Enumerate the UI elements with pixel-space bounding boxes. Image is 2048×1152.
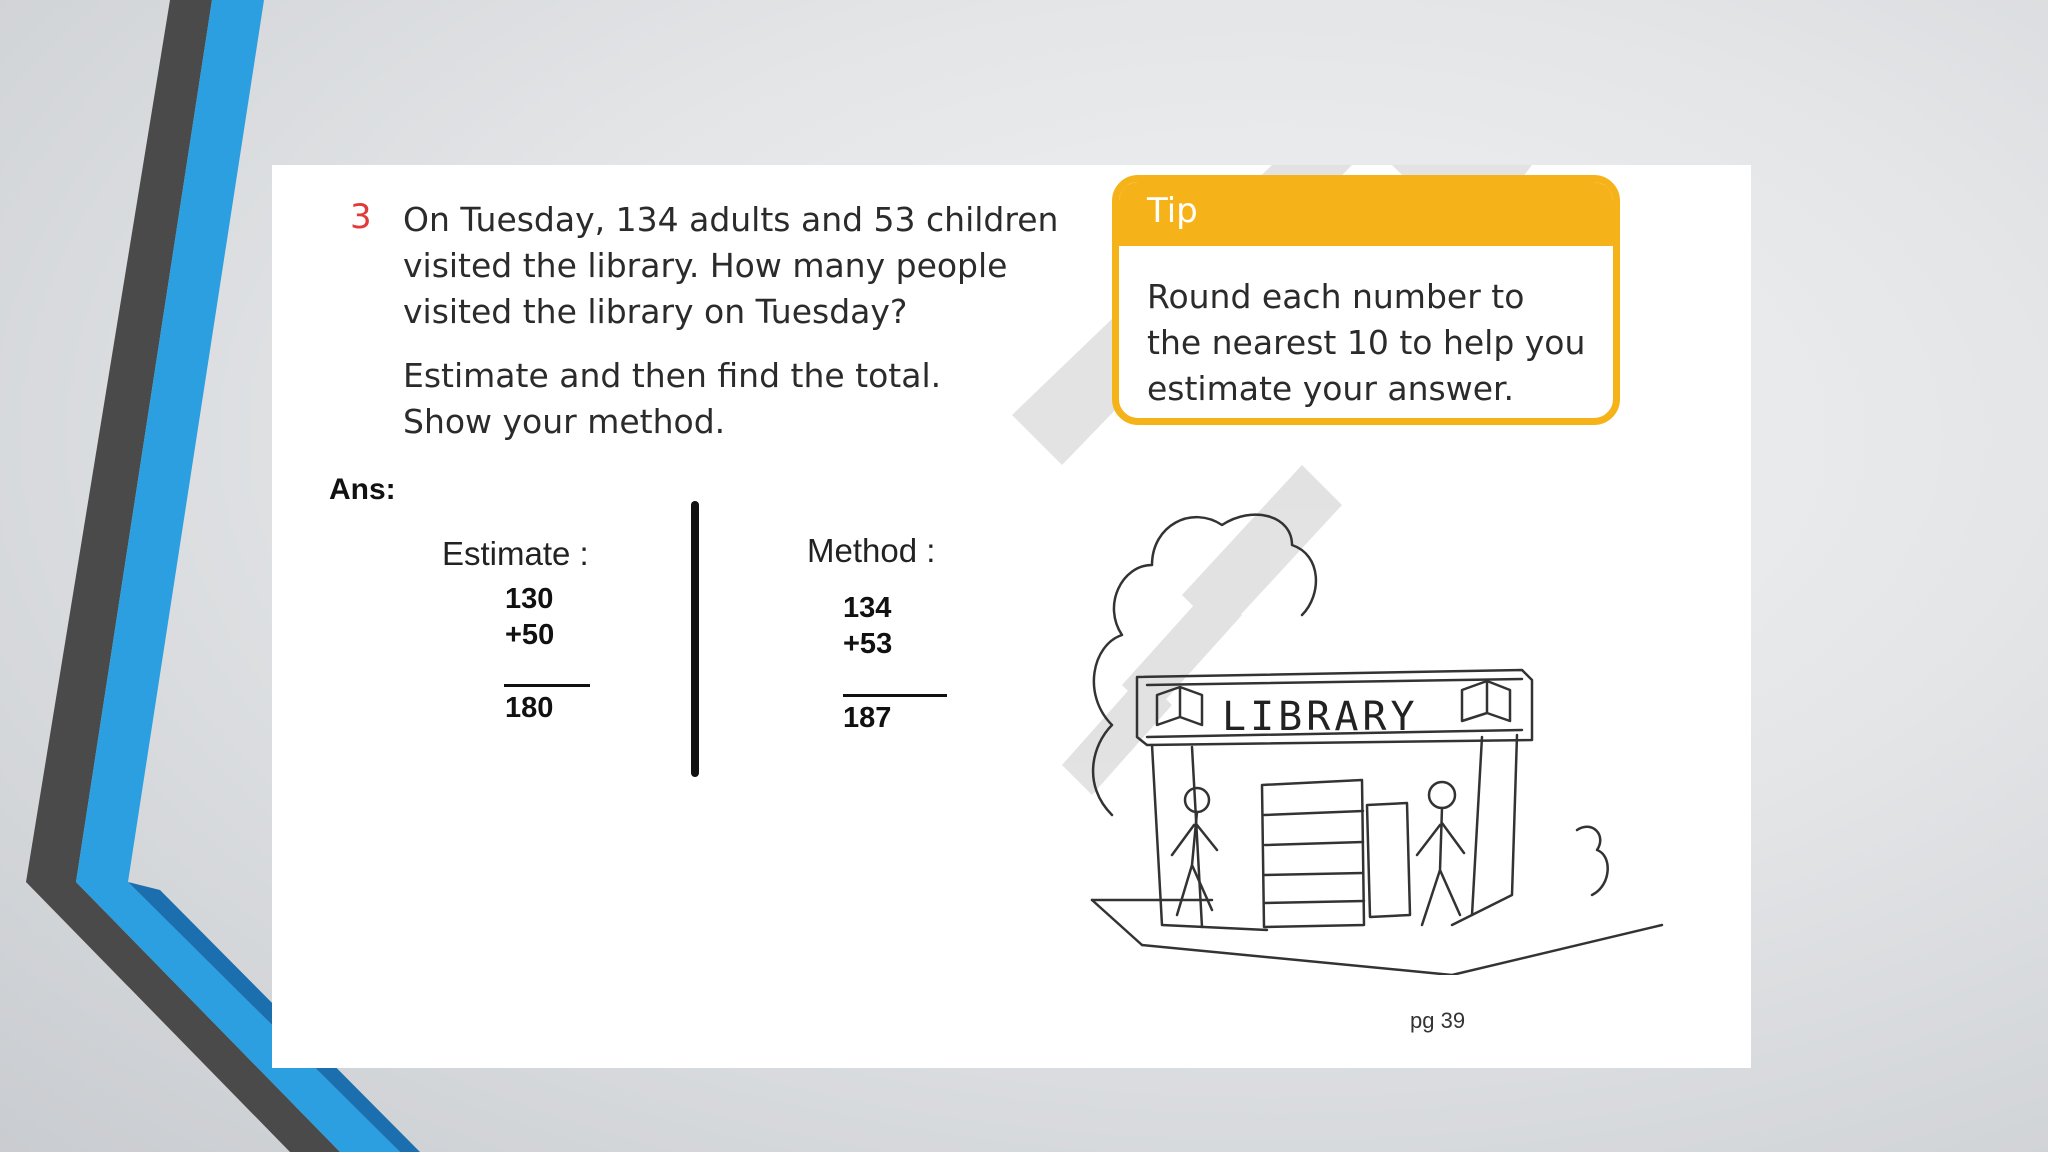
- tip-box: [1112, 175, 1620, 425]
- estimate-addend: +50: [505, 619, 555, 651]
- tip-title: Tip: [1119, 182, 1613, 246]
- page-reference: pg 39: [1410, 1008, 1466, 1033]
- column-divider: [691, 501, 699, 777]
- instruction-line: Show your method.: [403, 402, 726, 441]
- tip-line: estimate your answer.: [1147, 369, 1515, 408]
- tip-line: the nearest 10 to help you: [1147, 323, 1586, 362]
- question-number: 3: [350, 197, 372, 237]
- question-line: visited the library on Tuesday?: [403, 292, 908, 331]
- tip-line: Round each number to: [1147, 277, 1525, 316]
- method-label: Method :: [807, 532, 936, 569]
- answer-label: Ans:: [329, 473, 396, 506]
- question-prompt: [403, 197, 1103, 335]
- estimate-top-number: 130: [505, 583, 554, 615]
- library-sign-text: LIBRARY: [1222, 694, 1419, 740]
- question-instruction: [403, 353, 1103, 445]
- question-text: [403, 197, 1103, 463]
- question-line: visited the library. How many people: [403, 246, 1008, 285]
- method-result: 187: [843, 702, 892, 734]
- estimate-result: 180: [505, 692, 554, 724]
- tip-text: [1119, 246, 1613, 412]
- method-addend: +53: [843, 628, 893, 660]
- worksheet-card: [272, 165, 1751, 1068]
- instruction-line: Estimate and then find the total.: [403, 356, 942, 395]
- library-building-illustration: [1052, 455, 1672, 975]
- method-sum-line: [843, 694, 947, 697]
- estimate-label: Estimate :: [442, 535, 589, 572]
- question-line: On Tuesday, 134 adults and 53 children: [403, 200, 1059, 239]
- estimate-sum-line: [504, 684, 590, 687]
- method-top-number: 134: [843, 592, 892, 624]
